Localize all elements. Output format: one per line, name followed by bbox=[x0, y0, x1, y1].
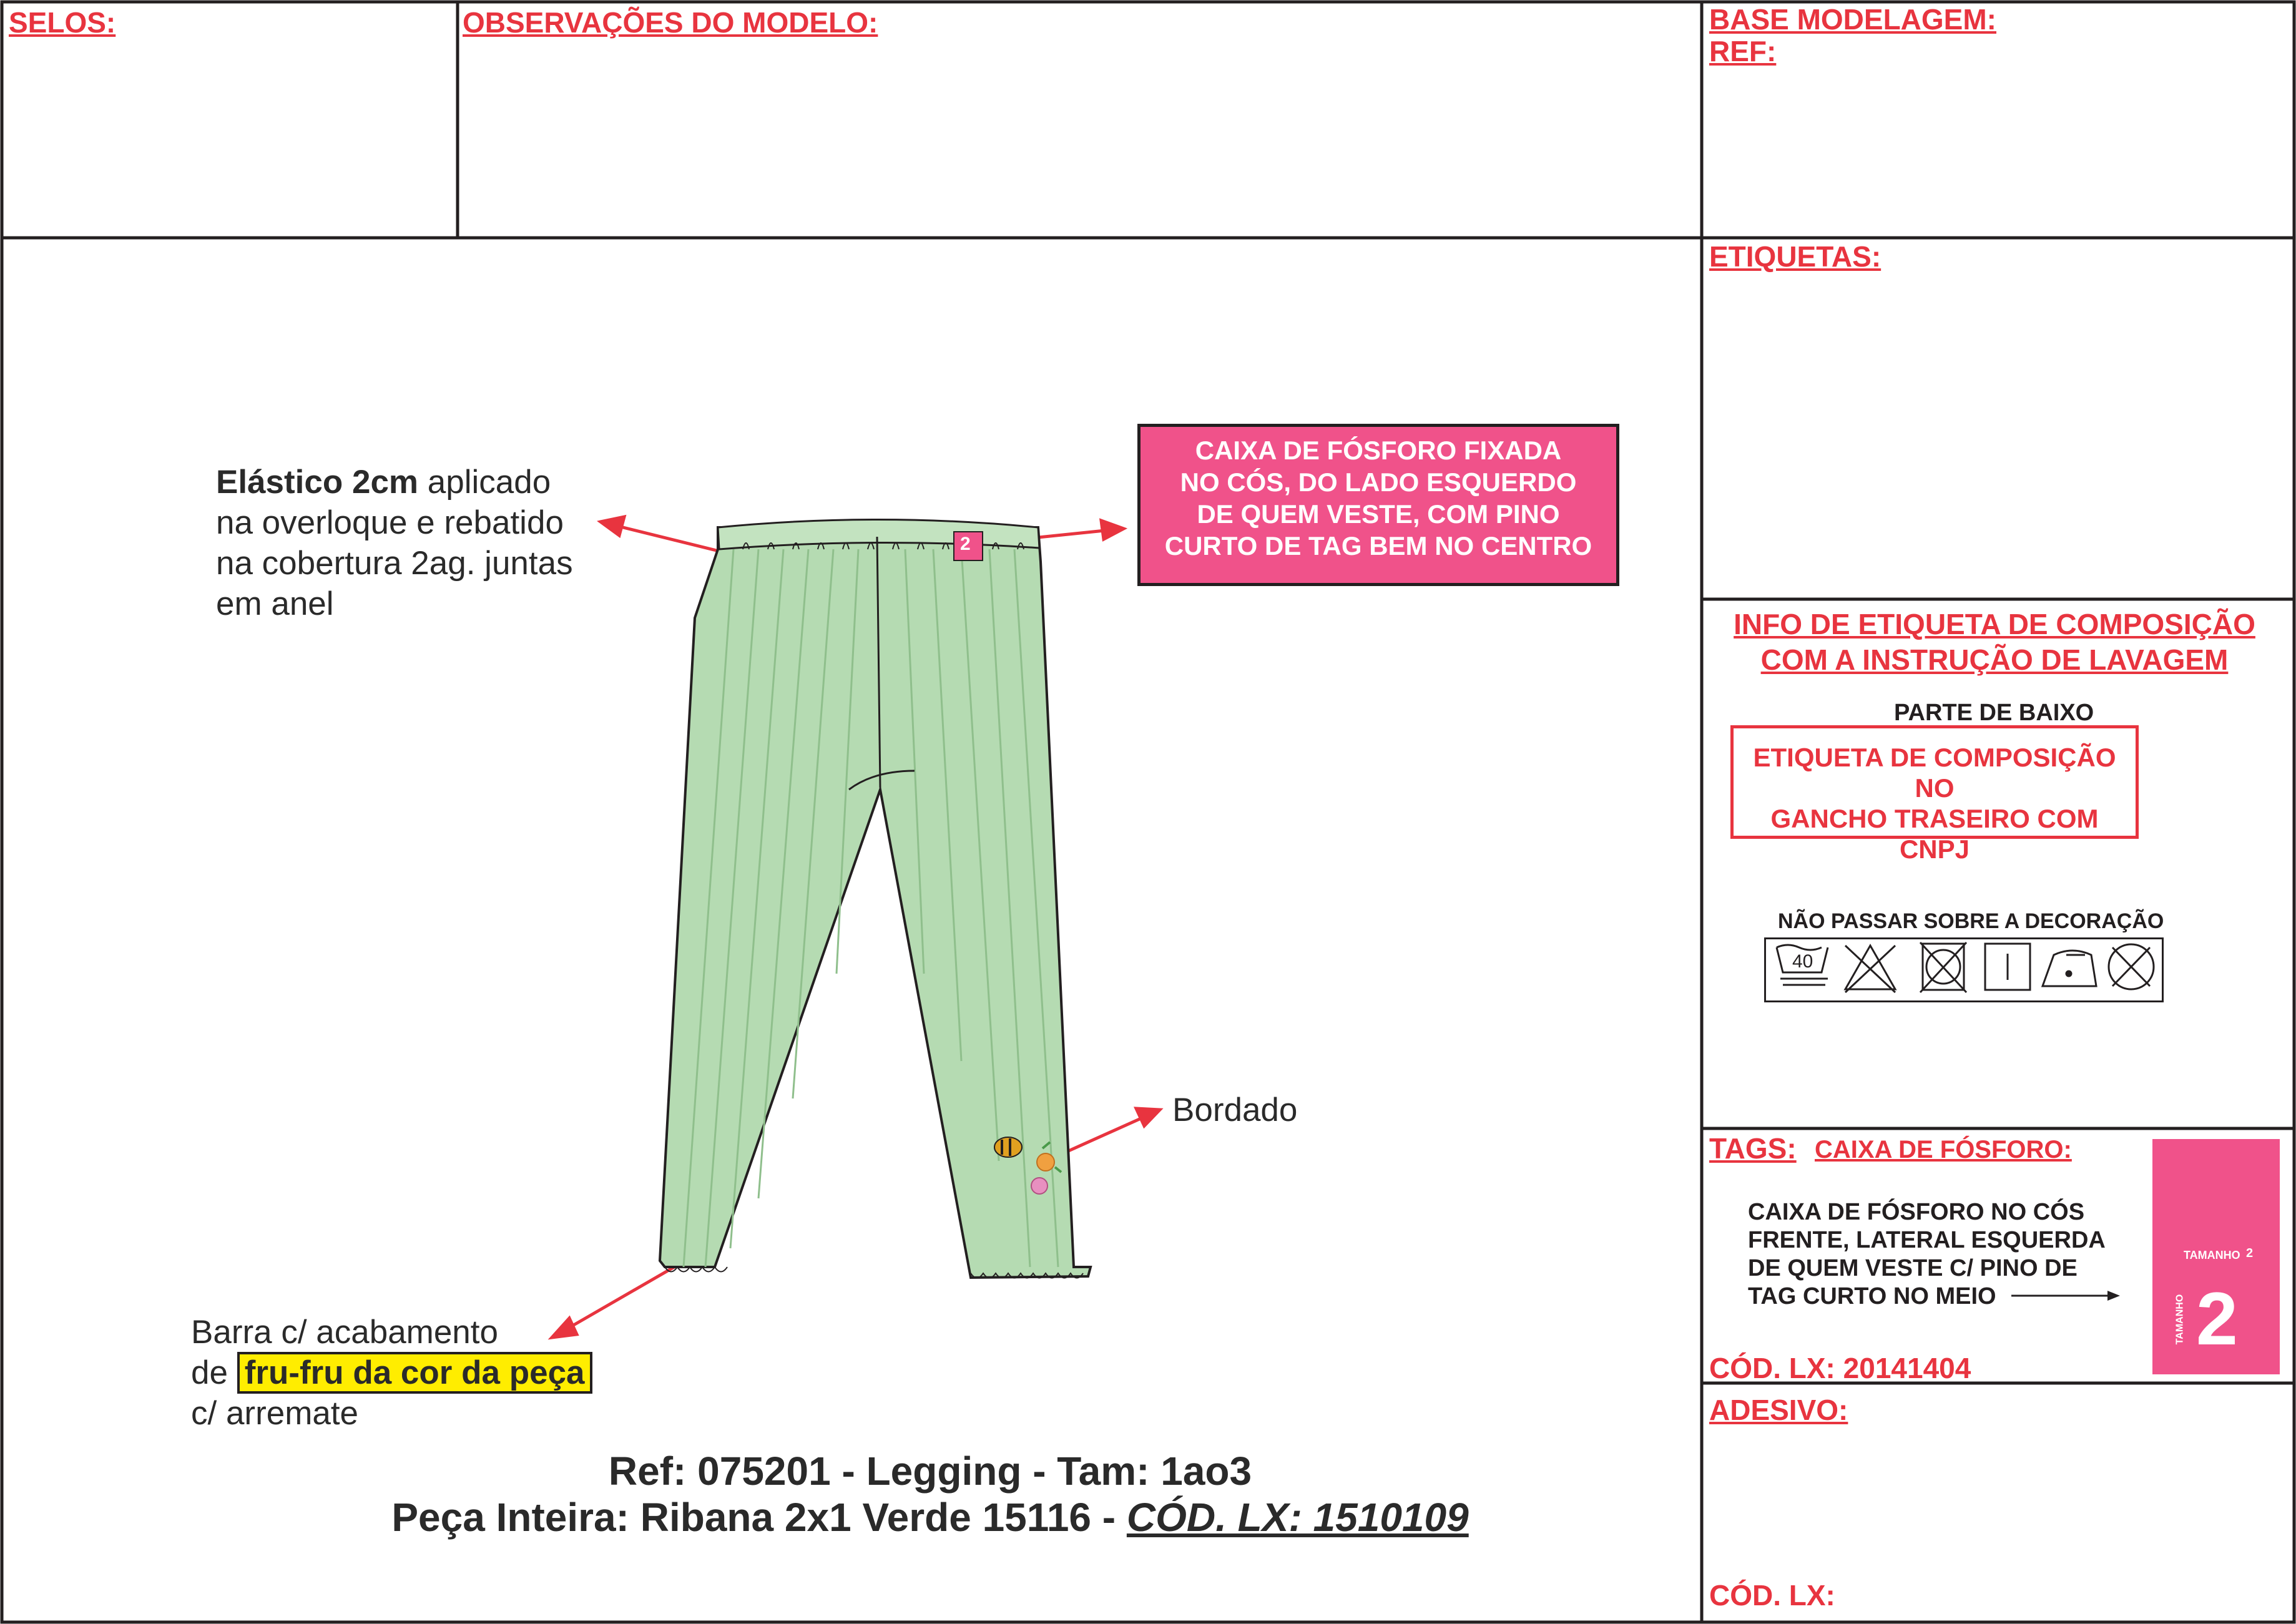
matchbox-line-4: CURTO DE TAG BEM NO CENTRO bbox=[1164, 531, 1592, 560]
elastic-line-3: na cobertura 2ag. juntas bbox=[216, 545, 573, 582]
barra-note bbox=[191, 1312, 592, 1434]
tags-label: TAGS: bbox=[1709, 1132, 1797, 1165]
tag-card-number: 2 bbox=[2196, 1277, 2238, 1361]
tag-card-small-num: 2 bbox=[2246, 1246, 2254, 1260]
wash-40-icon: 40 bbox=[1792, 951, 1813, 972]
matchbox-tag-card bbox=[2152, 1139, 2280, 1374]
elastic-line-4: em anel bbox=[216, 585, 334, 622]
adesivo-label: ADESIVO: bbox=[1709, 1394, 1848, 1426]
bordado-note: Bordado bbox=[1172, 1092, 1298, 1128]
cod-lx-tag: CÓD. LX: 20141404 bbox=[1709, 1352, 1971, 1384]
base-modelagem-label: BASE MODELAGEM: bbox=[1709, 3, 1996, 36]
tag-card-small: TAMANHO bbox=[2184, 1249, 2240, 1261]
selos-label: SELOS: bbox=[9, 6, 116, 39]
care-symbols-box bbox=[1764, 937, 2164, 1002]
piece-prefix: Peça Inteira: Ribana 2x1 Verde 15116 - bbox=[391, 1495, 1127, 1540]
composicao-line-2: GANCHO TRASEIRO COM CNPJ bbox=[1770, 804, 2099, 864]
barra-highlight: fru-fru da cor da peça bbox=[237, 1352, 592, 1394]
ref-label: REF: bbox=[1709, 35, 1777, 67]
tag-card-vertical: TAMANHO bbox=[2174, 1294, 2186, 1345]
matchbox-line-2: NO CÓS, DO LADO ESQUERDO bbox=[1180, 467, 1577, 497]
parte-de-baixo: PARTE DE BAIXO bbox=[1894, 700, 2094, 726]
piece-code: CÓD. LX: 1510109 bbox=[1126, 1495, 1469, 1540]
matchbox-line-3: DE QUEM VESTE, COM PINO bbox=[1197, 499, 1560, 529]
barra-line-1: Barra c/ acabamento bbox=[191, 1314, 498, 1351]
composicao-box bbox=[1730, 725, 2139, 864]
caixa-label: CAIXA DE FÓSFORO: bbox=[1815, 1136, 2072, 1163]
tag-desc-1: CAIXA DE FÓSFORO NO CÓS bbox=[1748, 1199, 2085, 1225]
observacoes-label: OBSERVAÇÕES DO MODELO: bbox=[463, 6, 878, 39]
elastic-rest: aplicado bbox=[418, 464, 551, 501]
composicao-line-1: ETIQUETA DE COMPOSIÇÃO NO bbox=[1753, 743, 2116, 803]
cod-lx-bottom: CÓD. LX: bbox=[1709, 1579, 1835, 1612]
tag-desc-3: DE QUEM VESTE C/ PINO DE bbox=[1748, 1255, 2078, 1281]
info-line-2: COM A INSTRUÇÃO DE LAVAGEM bbox=[1760, 643, 2229, 676]
info-title bbox=[1707, 607, 2282, 678]
legging-drawing bbox=[660, 520, 1091, 1278]
barra-de: de bbox=[191, 1354, 237, 1391]
tag-desc-2: FRENTE, LATERAL ESQUERDA bbox=[1748, 1227, 2106, 1253]
barra-line-3: c/ arremate bbox=[191, 1395, 359, 1432]
garment-tag-number: 2 bbox=[960, 534, 971, 554]
ref-line: Ref: 075201 - Legging - Tam: 1ao3 bbox=[608, 1449, 1252, 1494]
piece-line bbox=[187, 1494, 1673, 1540]
info-line-1: INFO DE ETIQUETA DE COMPOSIÇÃO bbox=[1734, 608, 2255, 640]
nao-passar: NÃO PASSAR SOBRE A DECORAÇÃO bbox=[1778, 909, 2164, 933]
matchbox-line-1: CAIXA DE FÓSFORO FIXADA bbox=[1195, 436, 1562, 465]
tag-description bbox=[1748, 1198, 2106, 1311]
tag-desc-4: TAG CURTO NO MEIO bbox=[1748, 1283, 1996, 1309]
elastic-bold: Elástico 2cm bbox=[216, 464, 419, 501]
etiquetas-label: ETIQUETAS: bbox=[1709, 240, 1881, 273]
elastic-line-2: na overloque e rebatido bbox=[216, 504, 564, 541]
elastic-note bbox=[216, 462, 573, 624]
matchbox-note bbox=[1137, 424, 1619, 586]
